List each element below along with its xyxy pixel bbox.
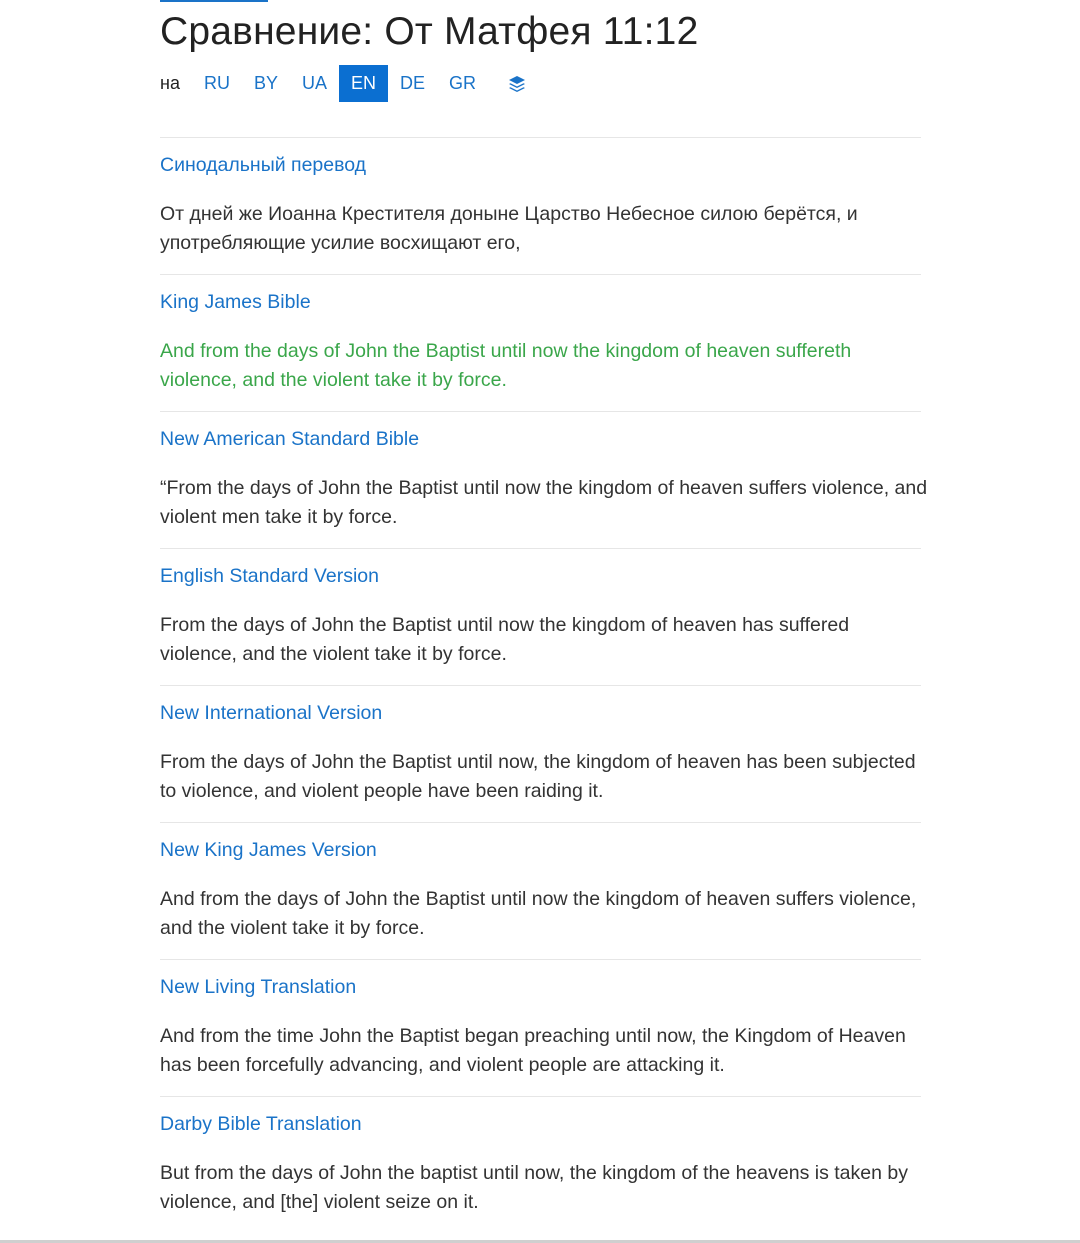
translation-name-link[interactable]: English Standard Version [160,565,379,587]
lang-en[interactable]: EN [339,65,388,102]
page-title: Сравнение: От Матфея 11:12 [160,10,699,53]
translation-item [160,411,928,548]
translation-item [160,1096,921,1233]
lang-by[interactable]: BY [253,73,278,93]
layers-icon[interactable] [508,75,526,93]
translation-name-link[interactable]: New American Standard Bible [160,428,420,450]
verse-text: But from the days of John the baptist until now, the kingdom of the heavens is taken by violence, and [the] violent seize on it. [160,1162,908,1213]
translation-item [160,822,921,959]
lang-de[interactable]: DE [400,73,426,93]
lang-ua[interactable]: UA [301,73,327,93]
top-accent-bar [160,0,268,2]
language-selector [160,65,526,102]
translation-name-link[interactable]: King James Bible [160,291,311,313]
translation-item [160,274,921,411]
translation-item [160,137,921,274]
verse-text: От дней же Иоанна Крестителя доныне Царство Небесное силою берётся, и употребляющие усилие восхищают его, [160,203,858,254]
translation-item [160,548,921,685]
verse-text: From the days of John the Baptist until now the kingdom of heaven has suffered violence, and the violent take it by force. [160,614,850,665]
verse-text: “From the days of John the Baptist until now the kingdom of heaven suffers violence, and violent men take it by force. [160,477,928,528]
translation-list [160,137,928,1233]
translation-name-link[interactable]: Синодальный перевод [160,154,367,176]
translation-name-link[interactable]: New International Version [160,702,383,724]
translation-name-link[interactable]: Darby Bible Translation [160,1113,362,1135]
verse-text: And from the days of John the Baptist until now the kingdom of heaven suffers violence, and the violent take it by force. [160,888,917,939]
translation-item [160,959,921,1096]
translation-item [160,685,921,822]
translation-name-link[interactable]: New King James Version [160,839,377,861]
verse-text: From the days of John the Baptist until now, the kingdom of heaven has been subjected to violence, and violent people have been raiding it. [160,751,916,802]
lang-gr[interactable]: GR [449,73,477,93]
verse-text: And from the time John the Baptist began preaching until now, the Kingdom of Heaven has been forcefully advancing, and violent people are attacking it. [160,1025,906,1076]
translation-name-link[interactable]: New Living Translation [160,976,357,998]
verse-text: And from the days of John the Baptist until now the kingdom of heaven suffereth violence, and the violent take it by force. [160,340,852,391]
language-prefix: на [160,73,180,93]
lang-ru[interactable]: RU [203,73,230,93]
